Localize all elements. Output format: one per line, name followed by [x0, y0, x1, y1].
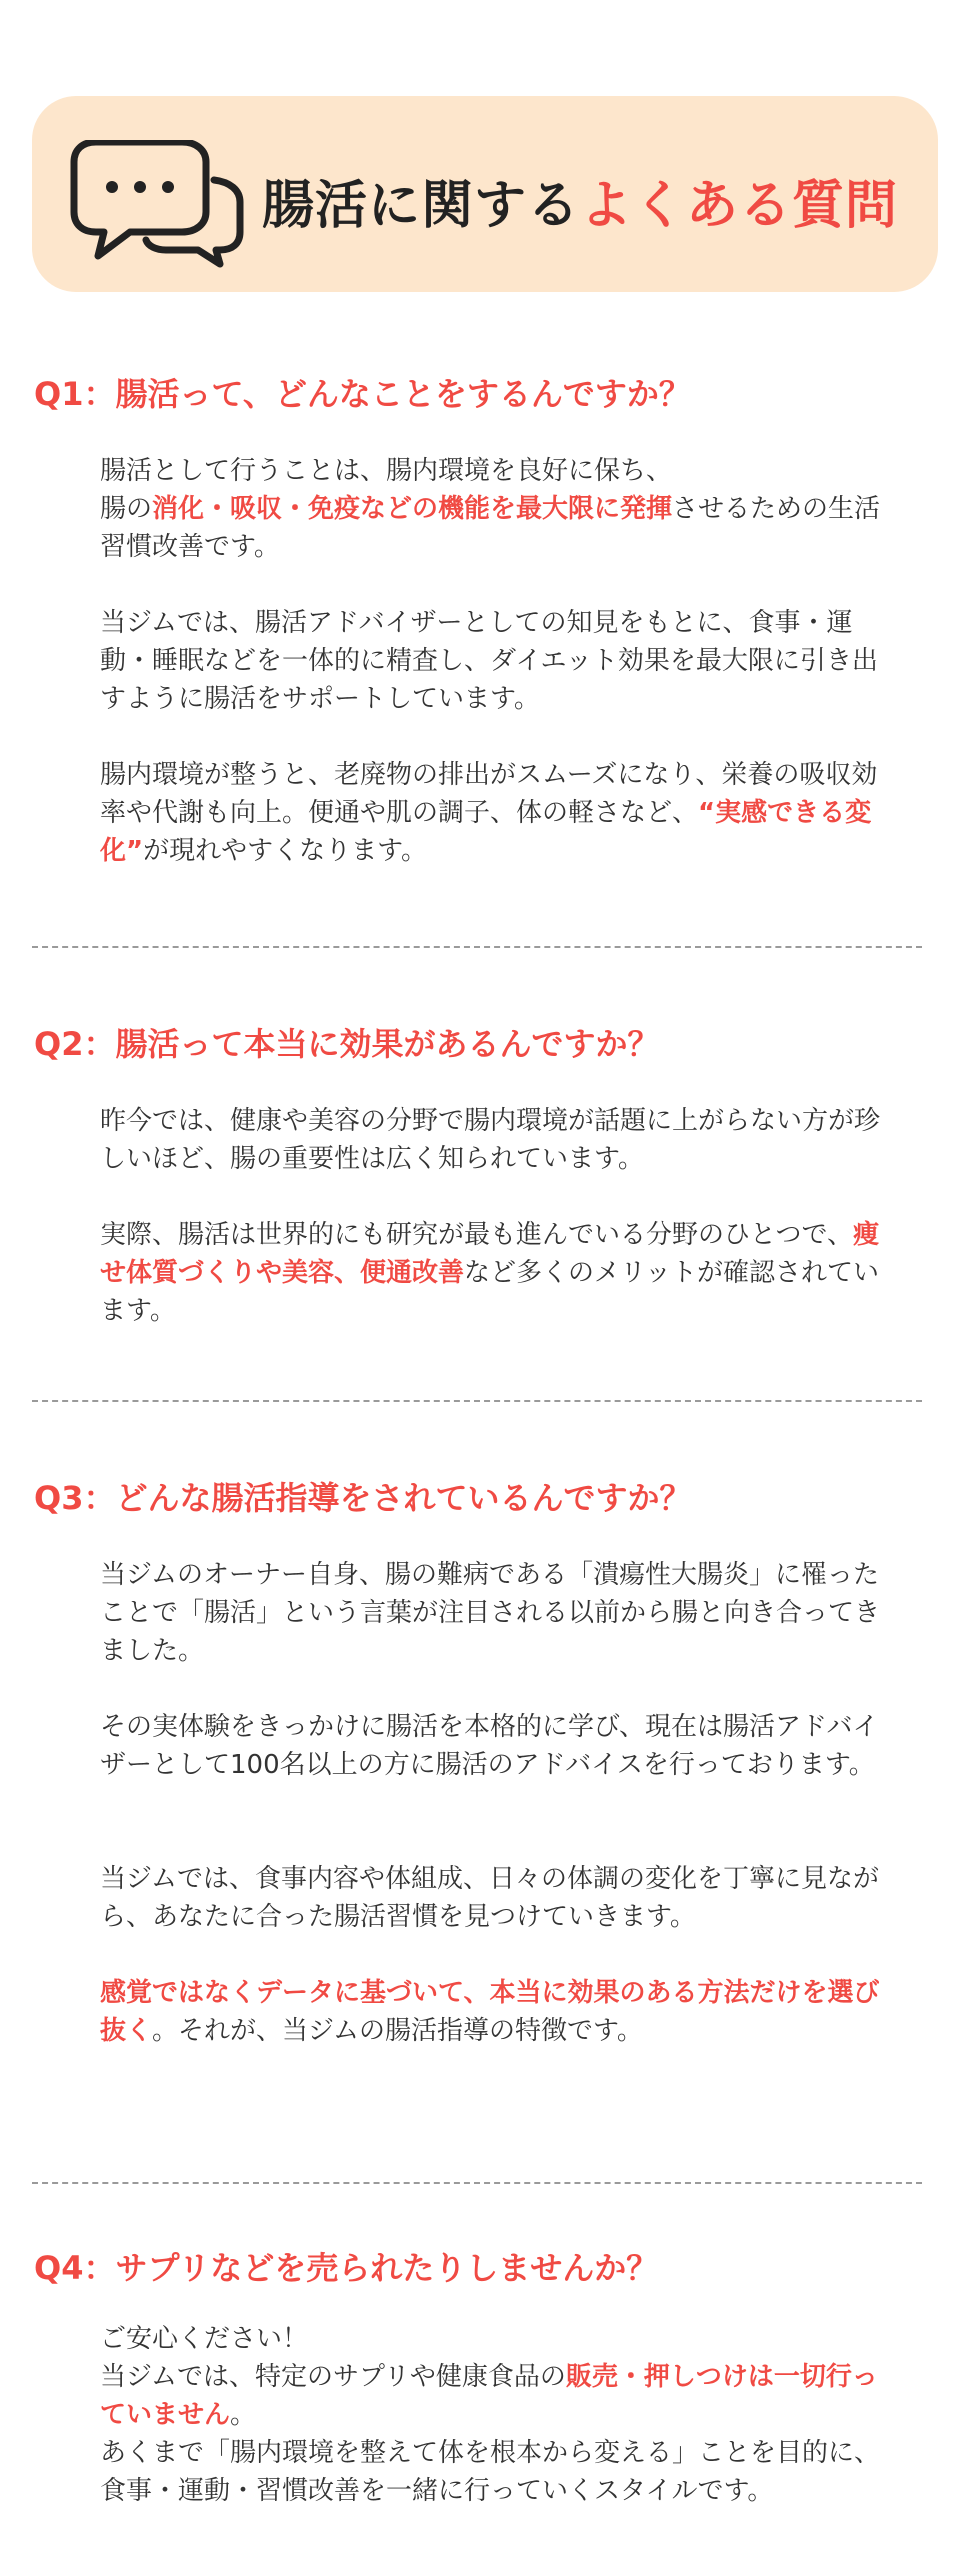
q3-answer-paragraph-3: 当ジムでは、食事内容や体組成、日々の体調の変化を丁寧に見ながら、あなたに合った腸活習慣を見つけていきます。 — [100, 1864, 879, 1932]
q1-p3-highlight: “実感できる変化” — [100, 798, 872, 866]
title-red: よくある質問 — [580, 176, 899, 236]
divider-1 — [32, 946, 922, 948]
q2-answer-paragraph-2 — [100, 1216, 890, 1330]
q1-p1-text-a: 腸活として行うことは、腸内環境を良好に保ち、 — [100, 456, 673, 486]
question-1-heading: Q1：腸活って、どんなことをするんですか？ — [34, 375, 691, 413]
q3-p4-text-b: 。それが、当ジムの腸活指導の特徴です。 — [152, 2016, 643, 2046]
q3-answer-paragraph-4 — [100, 1974, 890, 2050]
q1-answer-paragraph-1 — [100, 452, 890, 566]
speech-bubbles-icon — [70, 140, 246, 268]
q1-answer-paragraph-3 — [100, 756, 890, 870]
question-2-heading: Q2：腸活って本当に効果があるんですか？ — [34, 1025, 660, 1063]
q4-p1-text-d: あくまで「腸内環境を整えて体を根本から変える」ことを目的に、食事・運動・習慣改善を一緒に行っていくスタイルです。 — [100, 2438, 881, 2506]
q4-answer-paragraph-1 — [100, 2320, 890, 2510]
q3-answer-paragraph-2: その実体験をきっかけに腸活を本格的に学び、現在は腸活アドバイザーとして100名以上の方に腸活のアドバイスを行っております。 — [100, 1712, 879, 1780]
q1-p1-highlight: 消化・吸収・免疫などの機能を最大限に発揮 — [152, 494, 673, 524]
page-title — [262, 172, 898, 240]
q4-p1-highlight: 販売・押しつけは一切行っていません — [100, 2362, 878, 2430]
q1-p3-text-b: が現れやすくなります。 — [143, 836, 428, 866]
q1-p3-text-a: 腸内環境が整うと、老廃物の排出がスムーズになり、栄養の吸収効率や代謝も向上。便通や肌の調子、体の軽さなど、 — [100, 760, 878, 828]
divider-2 — [32, 1400, 922, 1402]
q2-p2-text-b: など多くのメリットが確認されています。 — [100, 1258, 879, 1326]
q1-answer-paragraph-2: 当ジムでは、腸活アドバイザーとしての知見をもとに、食事・運動・睡眠などを一体的に精査し、ダイエット効果を最大限に引き出すように腸活をサポートしています。 — [100, 608, 878, 714]
q2-p2-text-a: 実際、腸活は世界的にも研究が最も進んでいる分野のひとつで、 — [100, 1220, 853, 1250]
q2-answer-paragraph-1: 昨今では、健康や美容の分野で腸内環境が話題に上がらない方が珍しいほど、腸の重要性は広く知られています。 — [100, 1106, 881, 1174]
q2-p2-highlight: 痩せ体質づくりや美容、便通改善 — [100, 1220, 879, 1288]
q1-p1-text-c: させるための生活習慣改善です。 — [100, 494, 881, 562]
q4-p1-text-c: 。 — [230, 2400, 257, 2430]
question-3-heading: Q3：どんな腸活指導をされているんですか？ — [34, 1479, 692, 1517]
question-4-heading: Q4：サプリなどを売られたりしませんか？ — [34, 2249, 659, 2287]
q4-p1-text-b: 当ジムでは、特定のサプリや健康食品の — [100, 2362, 566, 2392]
q3-answer-paragraph-1: 当ジムのオーナー自身、腸の難病である「潰瘍性大腸炎」に罹ったことで「腸活」という言葉が注目される以前から腸と向き合ってきました。 — [100, 1560, 881, 1666]
q3-p4-highlight: 感覚ではなくデータに基づいて、本当に効果のある方法だけを選び抜く — [100, 1978, 880, 2046]
q1-p1-text-b: 腸の — [100, 494, 153, 524]
divider-3 — [32, 2182, 922, 2184]
title-black: 腸活に関する — [262, 176, 581, 236]
q4-p1-text-a: ご安心ください！ — [100, 2324, 309, 2354]
